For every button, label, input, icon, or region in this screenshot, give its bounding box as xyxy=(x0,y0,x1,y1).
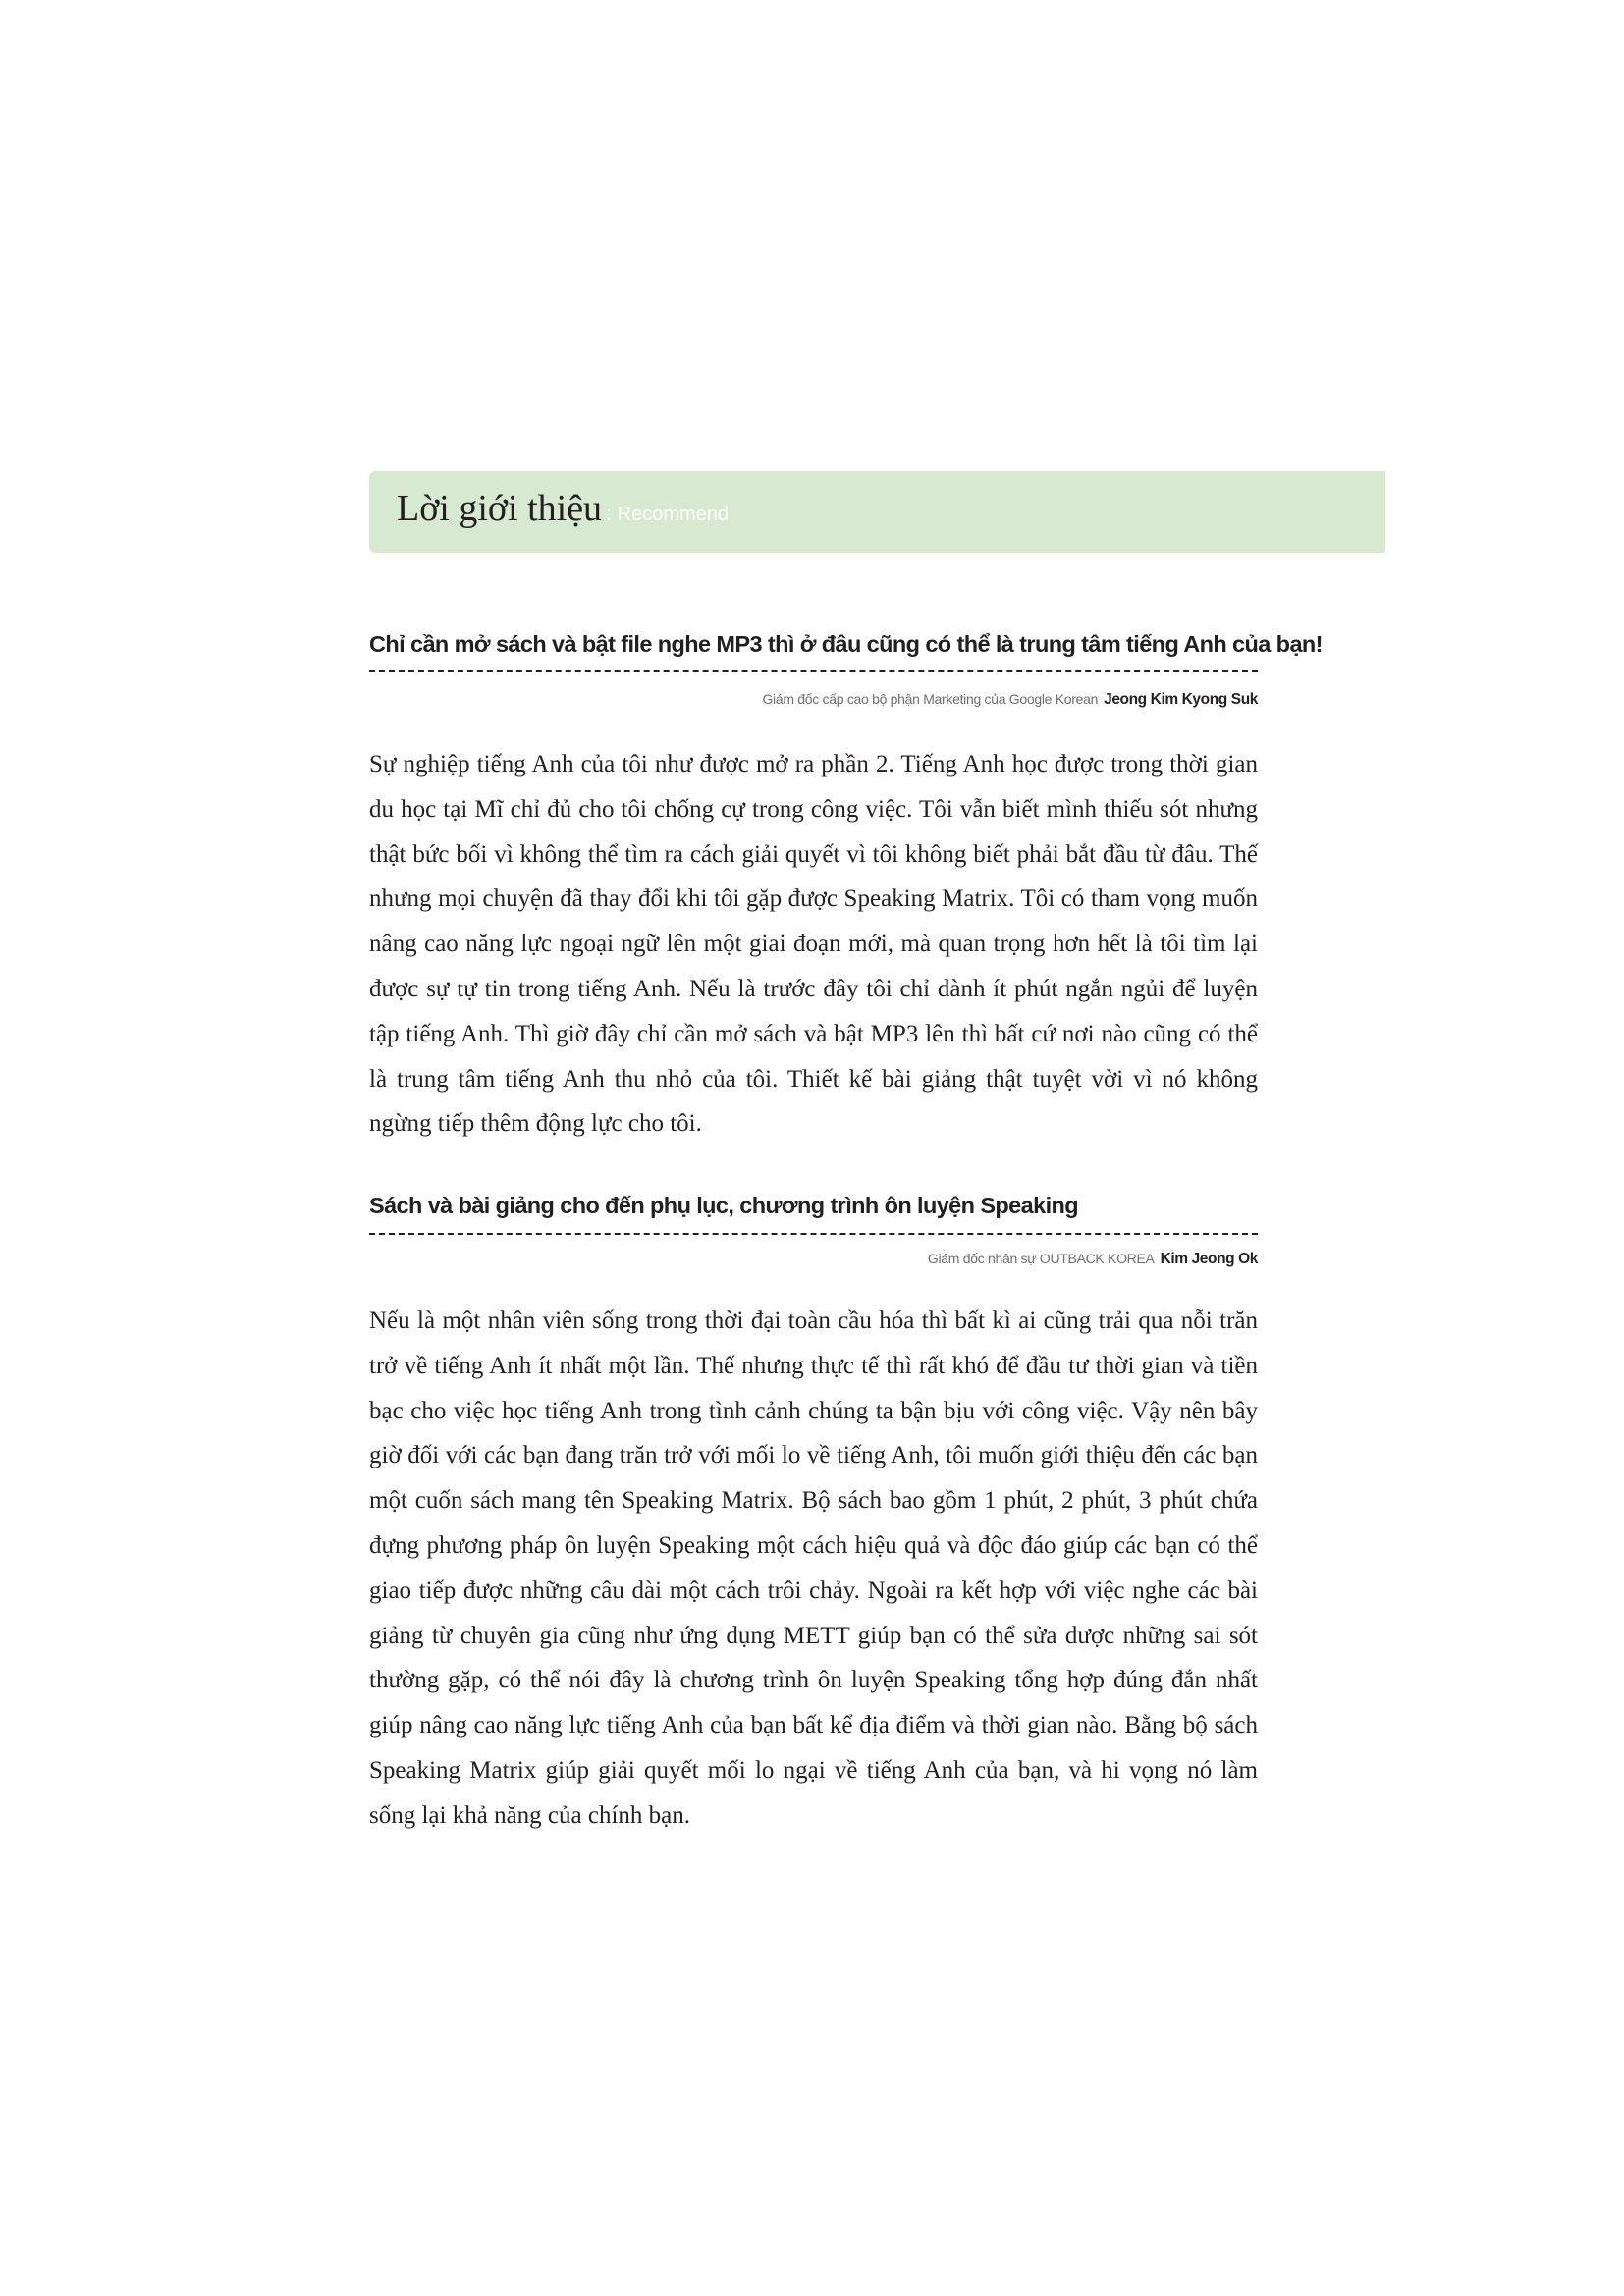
section-1-byline-name: Jeong Kim Kyong Suk xyxy=(1104,691,1258,708)
chapter-title-row xyxy=(397,487,729,530)
chapter-subtitle: Recommend xyxy=(617,504,730,525)
section-2-dashed-divider xyxy=(369,1233,1258,1235)
section-1-heading: Chỉ cần mở sách và bật file nghe MP3 thì ở đâu cũng có thể là trung tâm tiếng Anh của bạn! xyxy=(369,631,1323,657)
section-2-body: Nếu là một nhân viên sống trong thời đại toàn cầu hóa thì bất kì ai cũng trải qua nỗi trăn trở về tiếng Anh ít nhất một lần. Thế nhưng thực tế thì rất khó để đầu tư thời gian và tiền bạc cho việc học tiếng Anh trong tình cảnh chúng ta bận bịu với công việc. Vậy nên bây giờ đối với các bạn đang trăn trở với mối lo về tiếng Anh, tôi muốn giới thiệu đến các bạn một cuốn sách mang tên Speaking Matrix. Bộ sách bao gồm 1 phút, 2 phút, 3 phút chứa đựng phương pháp ôn luyện Speaking một cách hiệu quả và độc đáo giúp các bạn có thể giao tiếp được những câu dài một cách trôi chảy. Ngoài ra kết hợp với việc nghe các bài giảng từ chuyên gia cũng như ứng dụng METT giúp bạn có thể sửa được những sai sót thường gặp, có thể nói đây là chương trình ôn luyện Speaking tổng hợp đúng đắn nhất giúp nâng cao năng lực tiếng Anh của bạn bất kể địa điểm và thời gian nào. Bằng bộ sách Speaking Matrix giúp giải quyết mối lo ngại về tiếng Anh của bạn, và hi vọng nó làm sống lại khả năng của chính bạn. xyxy=(369,1308,1258,1829)
section-1-dashed-divider xyxy=(369,670,1258,672)
chapter-header-band xyxy=(369,471,1385,553)
chapter-title-separator: : xyxy=(606,504,612,525)
section-1-body: Sự nghiệp tiếng Anh của tôi như được mở ra phần 2. Tiếng Anh học được trong thời gian du học tại Mĩ chỉ đủ cho tôi chống cự trong công việc. Tôi vẫn biết mình thiếu sót nhưng thật bức bối vì không thể tìm ra cách giải quyết vì tôi không biết phải bắt đầu từ đâu. Thế nhưng mọi chuyện đã thay đổi khi tôi gặp được Speaking Matrix. Tôi có tham vọng muốn nâng cao năng lực ngoại ngữ lên một giai đoạn mới, mà quan trọng hơn hết là tôi tìm lại được sự tự tin trong tiếng Anh. Nếu là trước đây tôi chỉ dành ít phút ngắn ngủi để luyện tập tiếng Anh. Thì giờ đây chỉ cần mở sách và bật MP3 lên thì bất cứ nơi nào cũng có thể là trung tâm tiếng Anh thu nhỏ của tôi. Thiết kế bài giảng thật tuyệt vời vì nó không ngừng tiếp thêm động lực cho tôi. xyxy=(369,751,1258,1138)
section-2-byline xyxy=(369,1251,1258,1268)
chapter-title: Lời giới thiệu xyxy=(397,488,603,529)
section-2-byline-role: Giám đốc nhân sự OUTBACK KOREA xyxy=(927,1251,1155,1266)
section-1-byline-role: Giám đốc cấp cao bộ phận Marketing của Google Korean xyxy=(762,691,1099,707)
section-2-heading: Sách và bài giảng cho đến phụ lục, chương trình ôn luyện Speaking xyxy=(369,1193,1079,1218)
section-1-byline xyxy=(369,691,1258,709)
section-2-byline-name: Kim Jeong Ok xyxy=(1160,1251,1258,1267)
